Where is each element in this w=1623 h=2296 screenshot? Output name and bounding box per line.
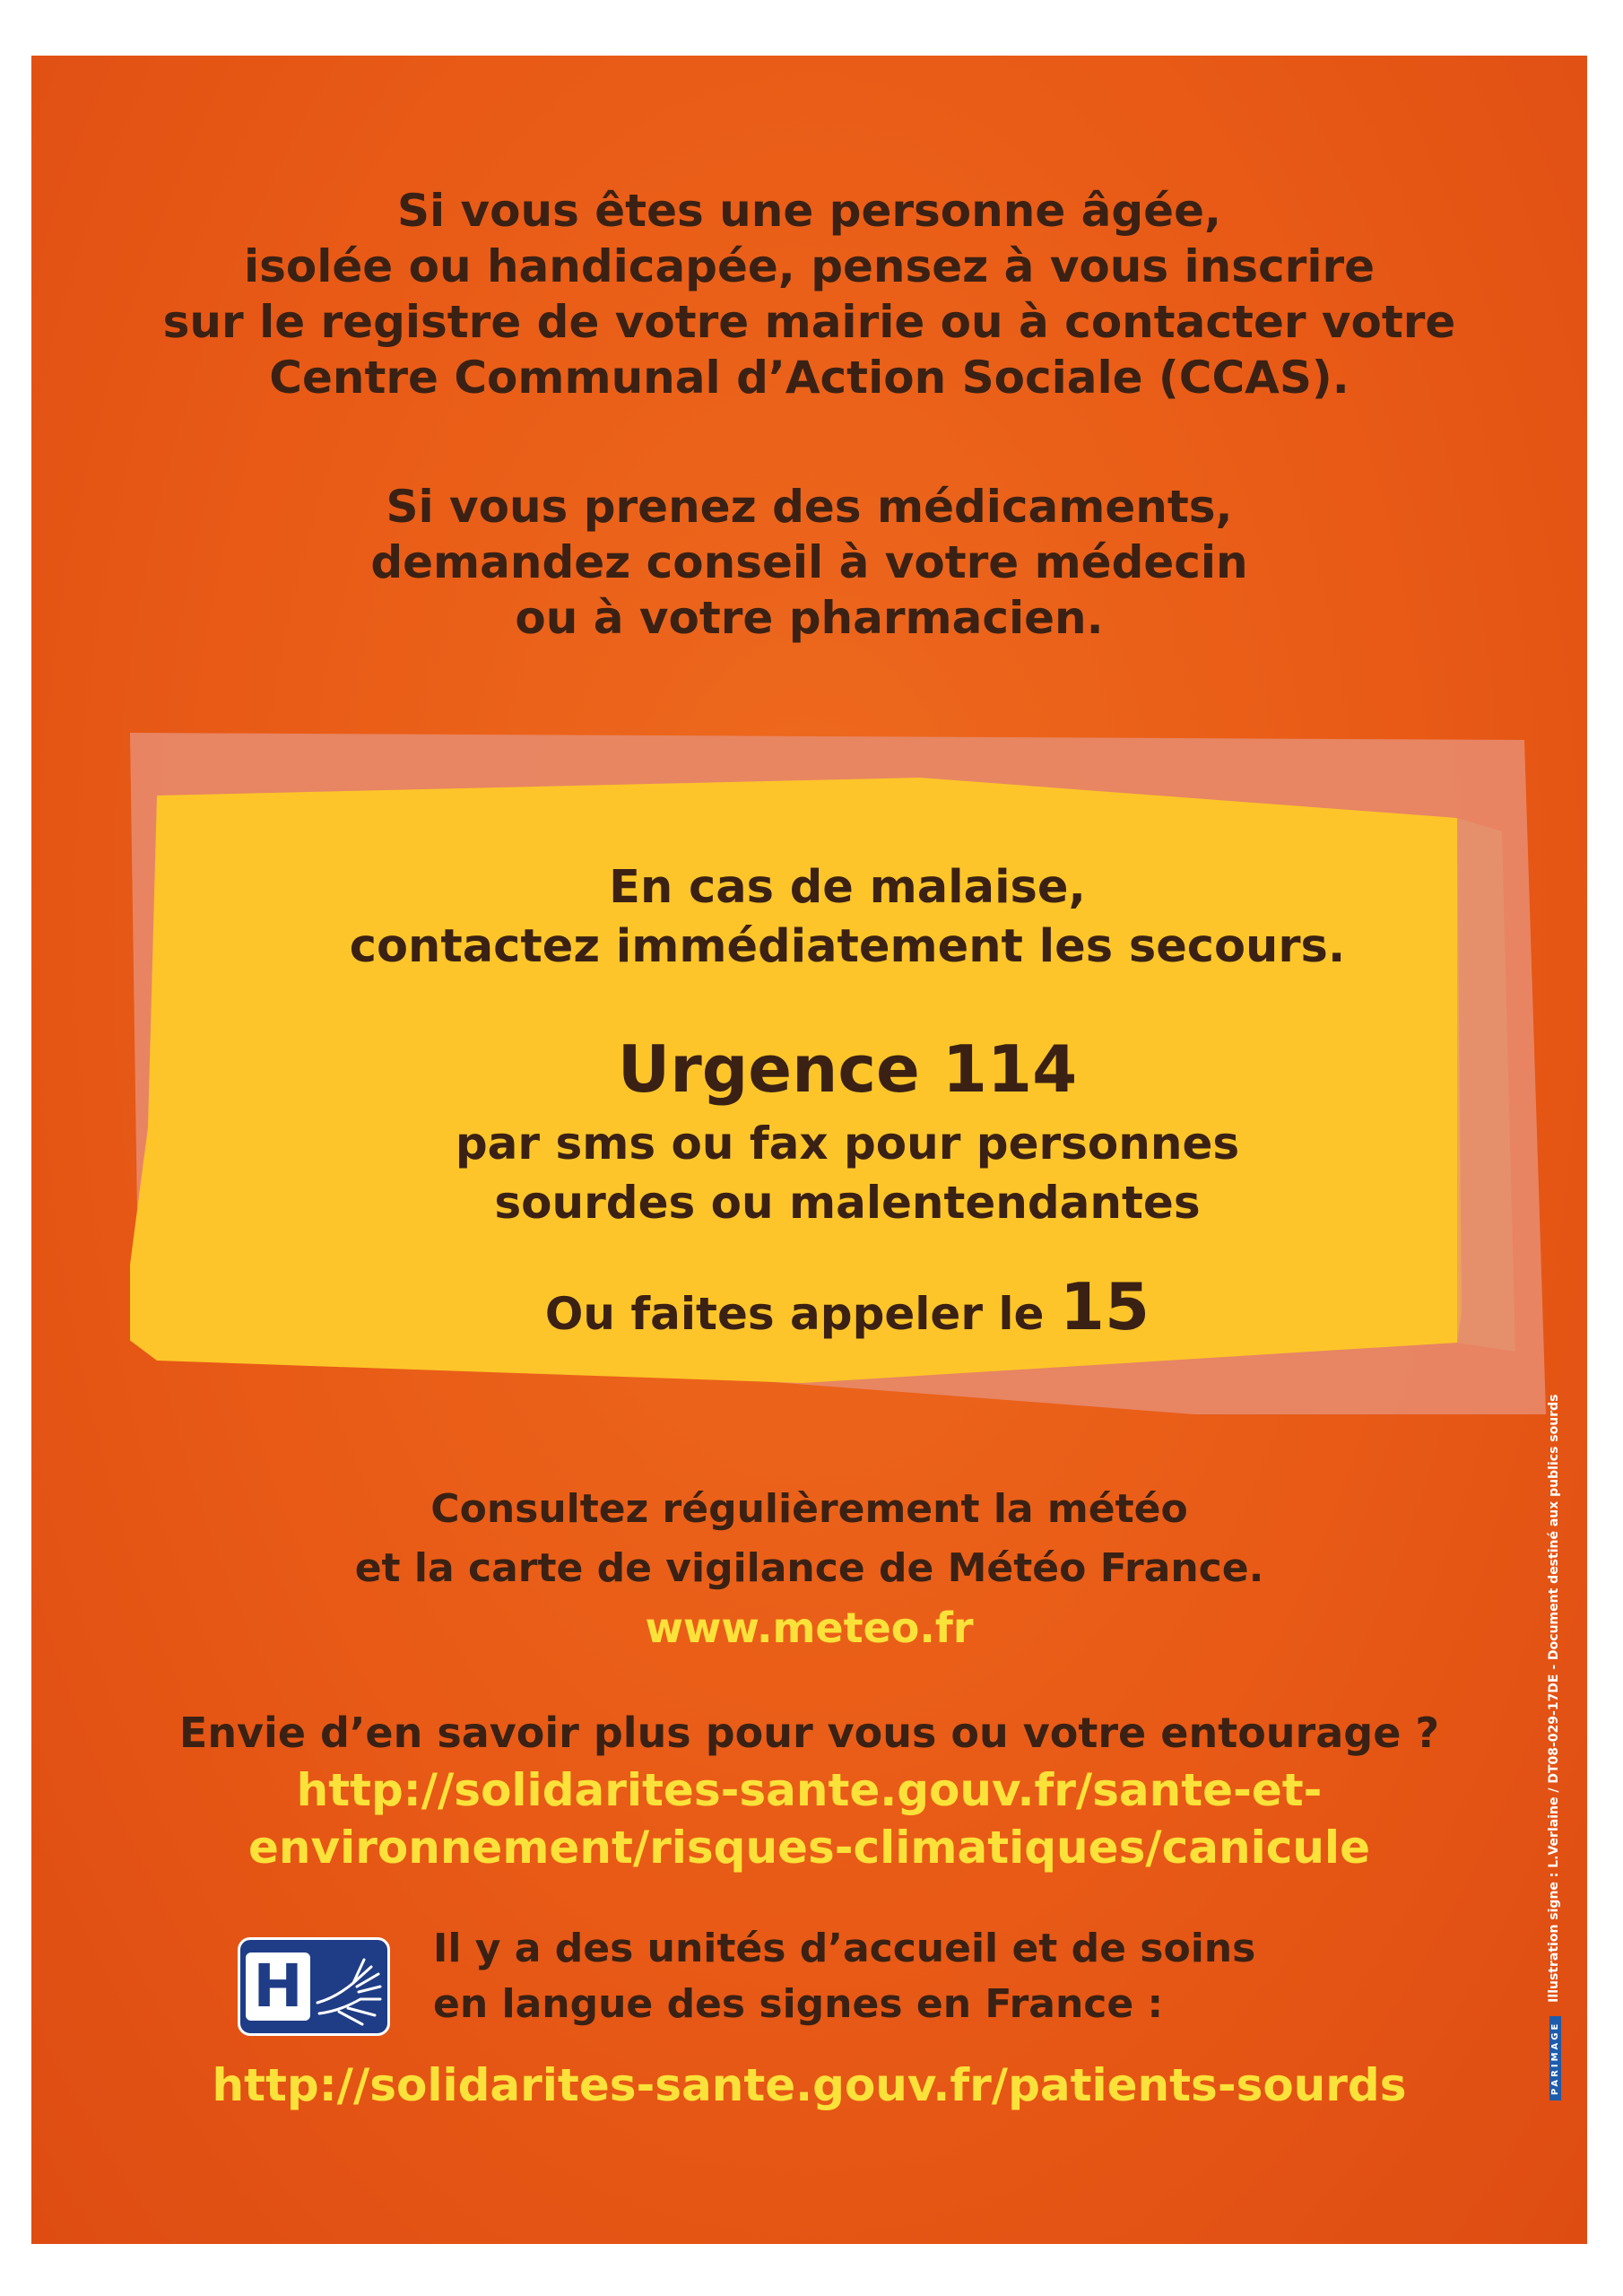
- text-line: sourdes ou malentendantes: [494, 1177, 1201, 1229]
- credit-text: Illustration signe : L.Verlaine / DT08-029-17DE - Document destiné aux publics sourds: [1547, 1394, 1561, 2003]
- text-line: Si vous prenez des médicaments,: [386, 481, 1233, 533]
- urgence-114-title: Urgence 114: [617, 1031, 1078, 1107]
- text-line: contactez immédiatement les secours.: [349, 920, 1346, 973]
- more-info-paragraph: [31, 1704, 1587, 1876]
- parimage-logo: PARIMAGE: [1549, 2016, 1561, 2100]
- text-line: Si vous êtes une personne âgée,: [397, 185, 1221, 237]
- call-prefix: Ou faites appeler le: [544, 1288, 1045, 1340]
- malaise-text: [130, 858, 1565, 977]
- link-line[interactable]: environnement/risques-climatiques/canicule: [247, 1822, 1370, 1874]
- link-line[interactable]: http://solidarites-sante.gouv.fr/sante-et-: [296, 1764, 1323, 1816]
- text-line: isolée ou handicapée, pensez à vous inscrire: [243, 240, 1376, 292]
- text-line: en langue des signes en France :: [433, 1981, 1164, 2027]
- meteo-link[interactable]: www.meteo.fr: [645, 1604, 974, 1652]
- medication-paragraph: [31, 479, 1587, 646]
- call-15-text: [130, 1271, 1565, 1350]
- side-credit: [1547, 1395, 1561, 2100]
- text-line: En cas de malaise,: [609, 861, 1086, 914]
- patients-sourds-link[interactable]: http://solidarites-sante.gouv.fr/patients-sourds: [212, 2059, 1407, 2111]
- canicule-link[interactable]: [31, 1761, 1587, 1876]
- elderly-registration-paragraph: [31, 183, 1587, 405]
- text-line: Consultez régulièrement la météo: [430, 1486, 1188, 1532]
- text-line: ou à votre pharmacien.: [515, 592, 1104, 644]
- meteo-paragraph: [31, 1480, 1587, 1657]
- text-line: demandez conseil à votre médecin: [370, 536, 1248, 588]
- text-line: Centre Communal d’Action Sociale (CCAS).: [269, 352, 1350, 404]
- sign-language-paragraph: [433, 1921, 1255, 2032]
- call-number: 15: [1059, 1269, 1150, 1344]
- hospital-sign-language-logo: [238, 1937, 390, 2036]
- text-line: par sms ou fax pour personnes: [455, 1118, 1240, 1170]
- hospital-h-icon: H: [246, 1952, 310, 2021]
- text-line: sur le registre de votre mairie ou à contacter votre: [162, 296, 1456, 348]
- sms-fax-text: [130, 1114, 1565, 1232]
- emergency-box: [130, 724, 1565, 1414]
- signing-hands-icon: [312, 1947, 387, 2030]
- text-line: et la carte de vigilance de Météo France.: [354, 1545, 1264, 1591]
- text-line: Il y a des unités d’accueil et de soins: [433, 1926, 1256, 1971]
- poster: [31, 56, 1587, 2244]
- more-info-question: Envie d’en savoir plus pour vous ou votre entourage ?: [178, 1709, 1440, 1757]
